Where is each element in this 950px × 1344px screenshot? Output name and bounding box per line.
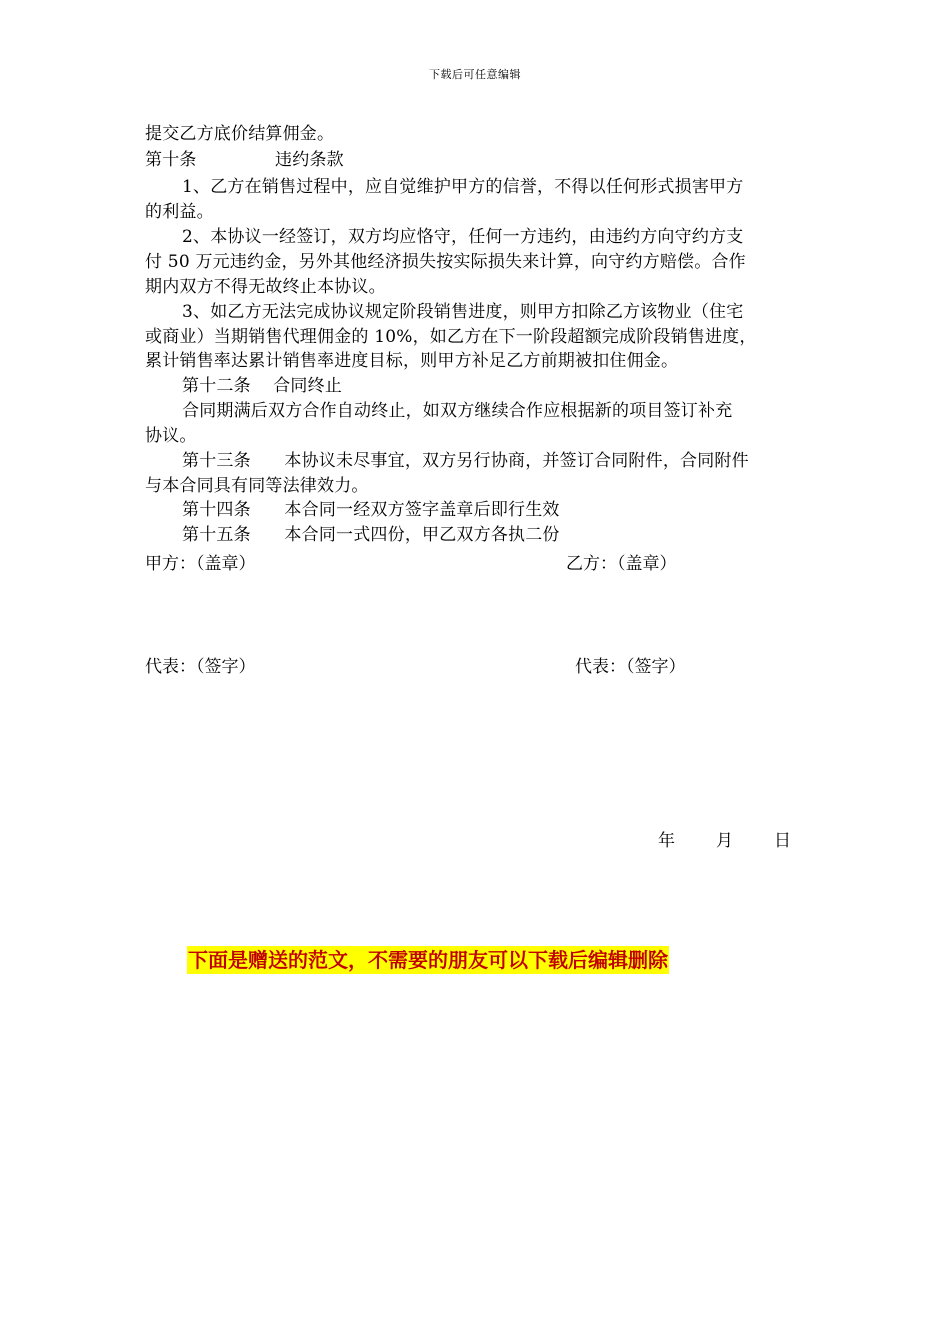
article-12-heading: 第十二条 合同终止 [182, 376, 343, 396]
text-line: 的利益。 [145, 202, 214, 222]
text-line: 3、如乙方无法完成协议规定阶段销售进度，则甲方扣除乙方该物业（住宅 [182, 302, 744, 322]
text-line: 累计销售率达累计销售率进度目标，则甲方补足乙方前期被扣住佣金。 [145, 351, 679, 371]
text-line: 期内双方不得无故终止本协议。 [145, 277, 386, 297]
text-line: 合同期满后双方合作自动终止，如双方继续合作应根据新的项目签订补充 [182, 401, 733, 421]
party-b-seal: 乙方：（盖章） [566, 554, 677, 574]
text-line: 或商业）当期销售代理佣金的 10%，如乙方在下一阶段超额完成阶段销售进度， [145, 327, 757, 347]
date-month: 月 [716, 831, 733, 851]
party-a-representative: 代表：（签字） [145, 657, 256, 677]
page-header: 下载后可任意编辑 [429, 68, 521, 81]
party-b-representative: 代表：（签字） [575, 657, 686, 677]
text-line: 提交乙方底价结算佣金。 [145, 124, 335, 144]
date-year: 年 [658, 831, 675, 851]
date-day: 日 [774, 831, 791, 851]
article-10-heading: 第十条 违约条款 [145, 150, 344, 170]
promo-banner: 下面是赠送的范文，不需要的朋友可以下载后编辑删除 [188, 948, 668, 972]
article-13: 第十三条 本协议未尽事宜，双方另行协商，并签订合同附件，合同附件 [182, 451, 749, 471]
article-14: 第十四条 本合同一经双方签字盖章后即行生效 [182, 500, 560, 520]
text-line: 协议。 [145, 426, 197, 446]
text-line: 付 50 万元违约金，另外其他经济损失按实际损失来计算，向守约方赔偿。合作 [145, 252, 746, 272]
party-a-seal: 甲方：（盖章） [145, 554, 256, 574]
text-line: 1、乙方在销售过程中，应自觉维护甲方的信誉，不得以任何形式损害甲方 [182, 177, 744, 197]
text-line: 与本合同具有同等法律效力。 [145, 476, 369, 496]
text-line: 2、本协议一经签订，双方均应恪守，任何一方违约，由违约方向守约方支 [182, 227, 744, 247]
article-15: 第十五条 本合同一式四份，甲乙双方各执二份 [182, 525, 560, 545]
